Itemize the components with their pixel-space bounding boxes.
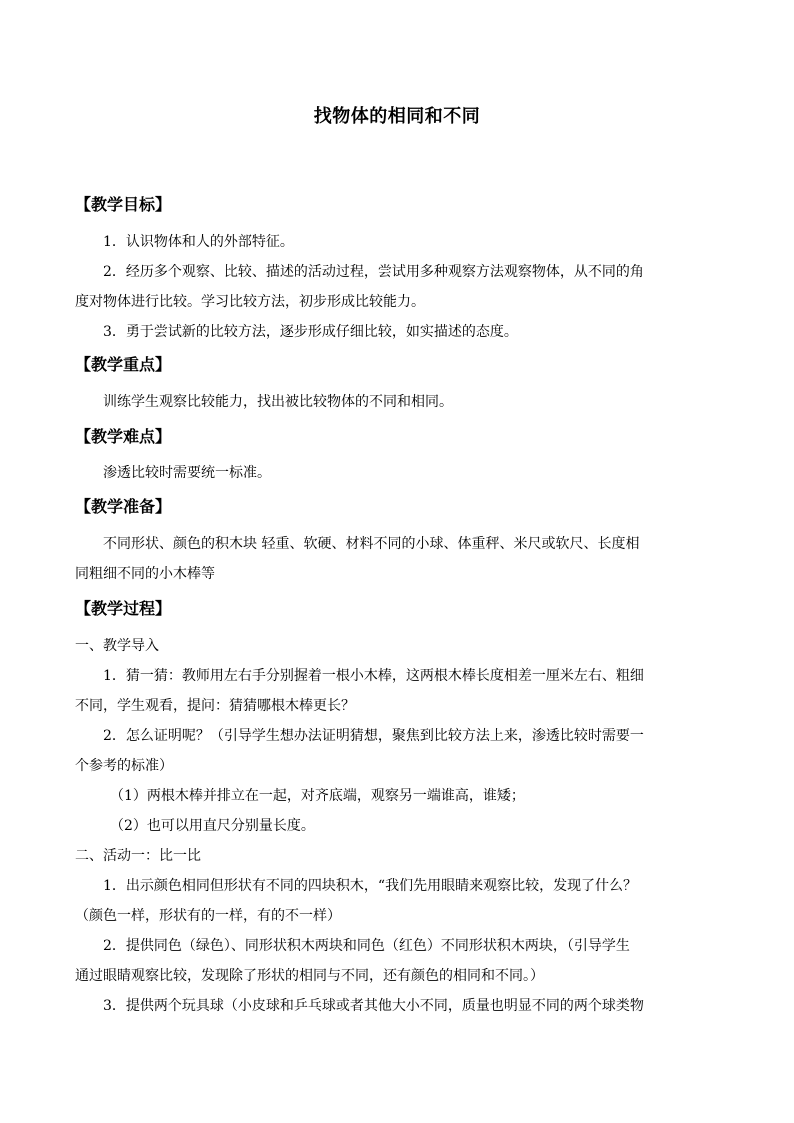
paragraph-goal-2-line-1: 2．经历多个观察、比较、描述的活动过程，尝试用多种观察方法观察物体，从不同的角 [103, 264, 644, 280]
paragraph-p2-1-line-2: （颜色一样，形状有的一样，有的不一样） [75, 908, 341, 924]
paragraph-prep-line-2: 同粗细不同的小木棒等 [75, 566, 215, 582]
paragraph-goal-2-line-2: 度对物体进行比较。学习比较方法，初步形成比较能力。 [75, 294, 425, 310]
paragraph-goal-1: 1．认识物体和人的外部特征。 [103, 234, 294, 250]
paragraph-p1-1-line-1: 1．猜一猜：教师用左右手分别握着一根小木棒，这两根木棒长度相差一厘米左右、粗细 [103, 668, 644, 684]
paragraph-key-1: 训练学生观察比较能力，找出被比较物体的不同和相同。 [103, 394, 453, 410]
paragraph-p1-2-line-2: 个参考的标准） [75, 758, 173, 774]
paragraph-p2-2-line-1: 2．提供同色（绿色）、同形状积木两块和同色（红色）不同形状积木两块，（引导学生 [103, 938, 630, 954]
part-1-title: 一、教学导入 [75, 638, 159, 654]
paragraph-diff-1: 渗透比较时需要统一标准。 [103, 465, 271, 481]
heading-teaching-process: 【教学过程】 [75, 599, 172, 618]
page-title: 找物体的相同和不同 [313, 106, 481, 127]
heading-teaching-goals: 【教学目标】 [75, 195, 172, 214]
paragraph-goal-3: 3．勇于尝试新的比较方法，逐步形成仔细比较，如实描述的态度。 [103, 324, 518, 340]
paragraph-p1-2-item-2: （2）也可以用直尺分别量长度。 [110, 818, 315, 834]
paragraph-p2-2-line-2: 通过眼睛观察比较，发现除了形状的相同与不同，还有颜色的相同和不同。） [75, 968, 544, 984]
heading-teaching-key-points: 【教学重点】 [75, 355, 172, 374]
heading-teaching-difficulties: 【教学难点】 [75, 427, 172, 446]
paragraph-p1-2-item-1: （1）两根木棒并排立在一起，对齐底端，观察另一端谁高，谁矮； [110, 788, 525, 804]
part-2-title: 二、活动一：比一比 [75, 848, 201, 864]
paragraph-p2-3-line-1: 3．提供两个玩具球（小皮球和乒乓球或者其他大小不同，质量也明显不同的两个球类物 [103, 998, 644, 1014]
paragraph-p1-1-line-2: 不同，学生观看，提问：猜猜哪根木棒更长？ [75, 698, 355, 714]
paragraph-p1-2-line-1: 2．怎么证明呢？（引导学生想办法证明猜想，聚焦到比较方法上来，渗透比较时需要一 [103, 728, 644, 744]
paragraph-prep-line-1: 不同形状、颜色的积木块 轻重、软硬、材料不同的小球、体重秤、米尺或软尺、长度相 [103, 536, 640, 552]
paragraph-p2-1-line-1: 1．出示颜色相同但形状有不同的四块积木，“我们先用眼睛来观察比较，发现了什么？ [103, 878, 638, 894]
heading-teaching-preparation: 【教学准备】 [75, 497, 172, 516]
